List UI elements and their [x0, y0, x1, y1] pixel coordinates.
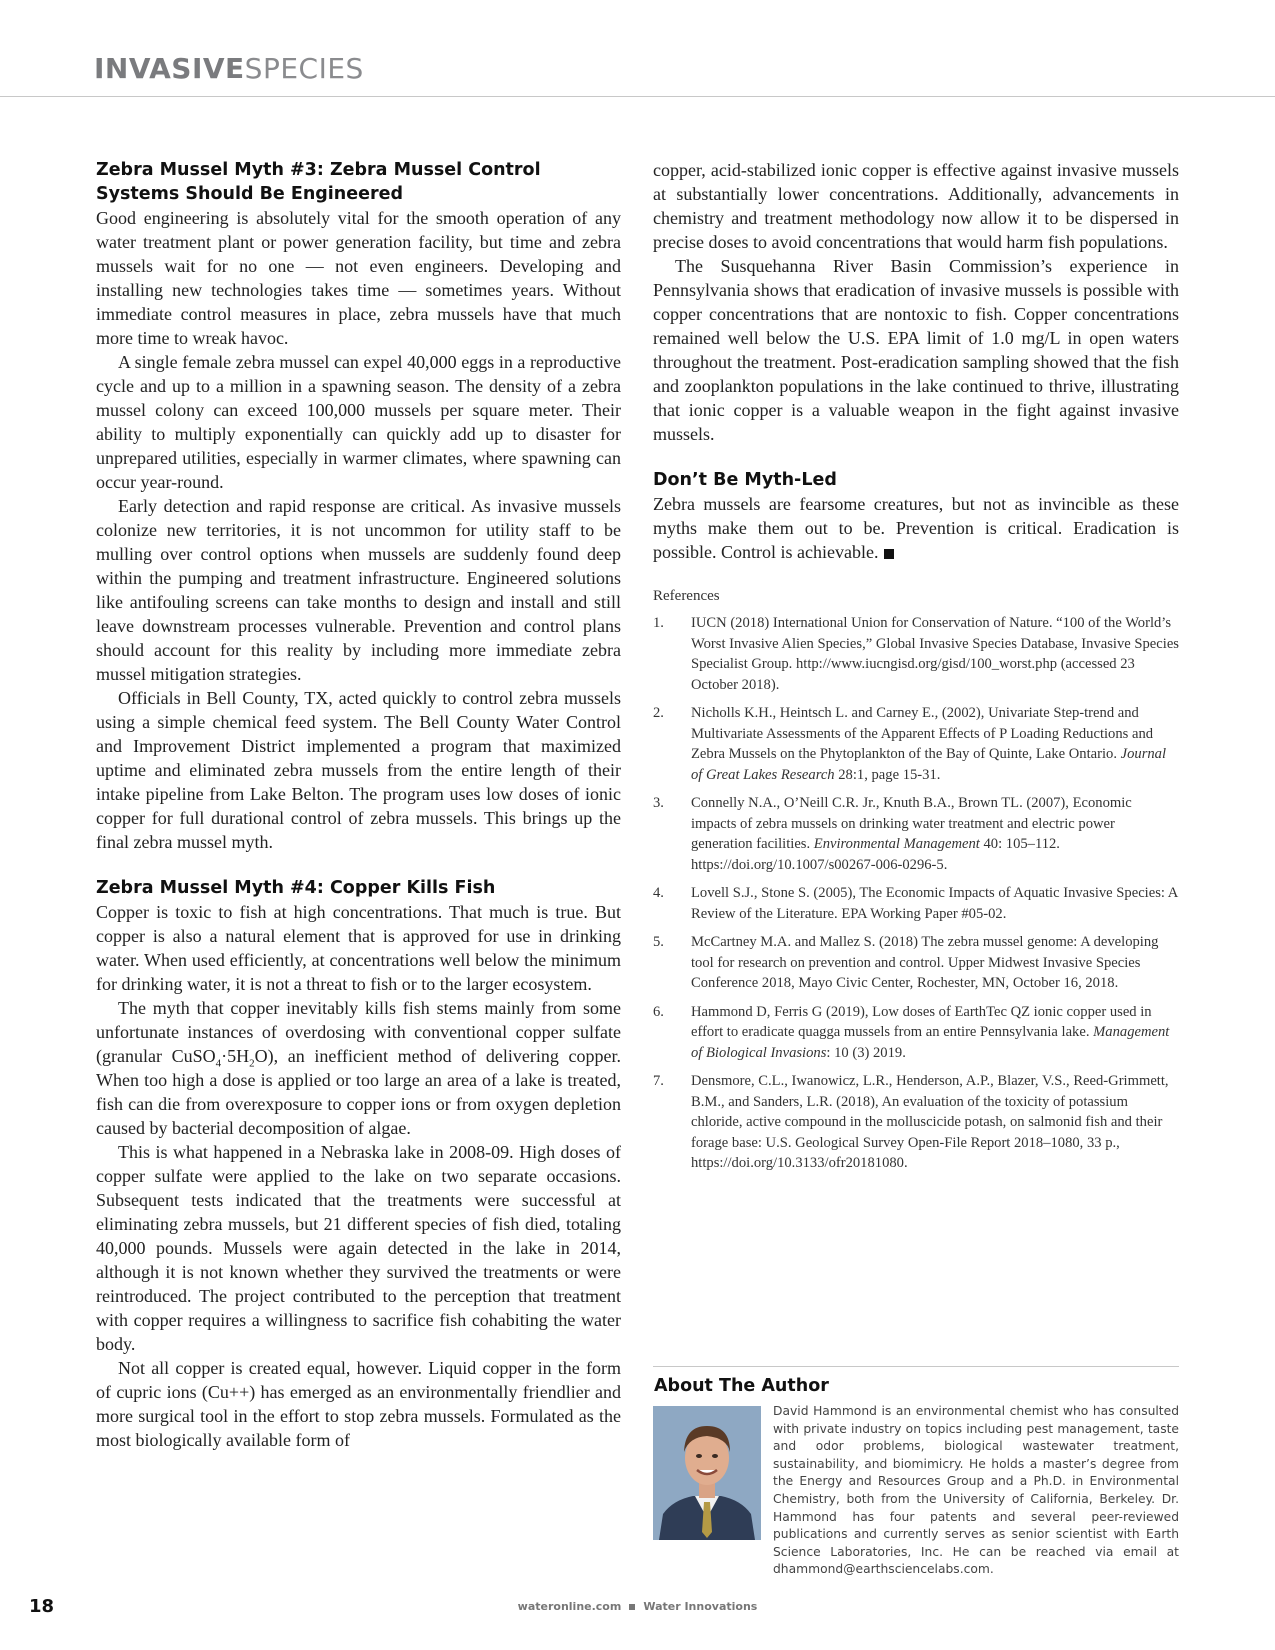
footer-publication-name: Water Innovations: [643, 1600, 758, 1613]
myth4-heading: Zebra Mussel Myth #4: Copper Kills Fish: [96, 878, 496, 898]
continued-paragraph-2: The Susquehanna River Basin Commission’s experience in Pennsylvania shows that eradication of invasive mussels is possible with copper concentrations that are nontoxic to fish. Copper concentrations remained well below the U.S. EPA limit of 1.0 mg/L in open waters throughout the treatment. Post-eradication sampling showed that the fish and zooplankton populations in the lake continued to thrive, illustrating that ionic copper is a valuable weapon in the fight against invasive mussels.: [653, 256, 1179, 444]
references-list: [653, 613, 1179, 1174]
myth4-paragraph-4: Not all copper is created equal, however. Liquid copper in the form of cupric ions (Cu++) has emerged as an environmentally friendlier and more surgical tool in the effort to stop zebra mussels. Formulated as the most biologically available form of: [96, 1358, 621, 1450]
page-header: [0, 0, 1275, 97]
myth3-paragraph-4: Officials in Bell County, TX, acted quickly to control zebra mussels using a simple chemical feed system. The Bell County Water Control and Improvement District implemented a program that maximized uptime and eliminated zebra mussels from the entire length of their intake pipeline from Lake Belton. The program uses low doses of ionic copper for full durational control of zebra mussels. This brings up the final zebra mussel myth.: [96, 688, 621, 852]
myth4-paragraph-2: The myth that copper inevitably kills fish stems mainly from some unfortunate instances of overdosing with conventional copper sulfate (granular $CuSO_4\cdot 5H_2O$), an inefficient method of delivering copper. When too high a dose is applied or too large an area of a lake is treated, fish can die from overexposure to copper ions or from oxygen depletion caused by bacterial decomposition of algae.: [96, 998, 621, 1138]
reference-item: 6. Hammond D, Ferris G (2019), Low doses of EarthTec QZ ionic copper used in effort to eradicate quagga mussels from an entire Pennsylvania lake. Management of Biological Invasions: 10 (3) 2019.: [653, 1003, 1170, 1061]
square-bullet-icon: [629, 1604, 635, 1610]
continued-paragraph-1: copper, acid-stabilized ionic copper is effective against invasive mussels at substantially lower concentrations. Additionally, advancements in chemistry and treatment methodology now allow it to be dispersed in precise doses to avoid concentrations that would harm fish populations.: [653, 160, 1179, 252]
reference-item: 3. Connelly N.A., O’Neill C.R. Jr., Knuth B.A., Brown TL. (2007), Economic impacts of zebra mussels on drinking water treatment and electric power generation facilities. Environmental Management 40: 105–112. https://doi.org/10.1007/s00267-006-0296-5.: [653, 795, 1132, 873]
end-mark-icon: [884, 549, 894, 559]
section-brand: [94, 52, 364, 85]
author-photo: [653, 1406, 761, 1540]
reference-item: 7. Densmore, C.L., Iwanowicz, L.R., Henderson, A.P., Blazer, V.S., Reed-Grimmett, B.M., and Sanders, L.R. (2018), An evaluation of the toxicity of potassium chloride, active compound in the molluscicide potash, on salmonid fish and their forage base: U.S. Geological Survey Open-File Report 2018–1080, 33 p., https://doi.org/10.3133/ofr20181080.: [653, 1073, 1169, 1171]
reference-item: 2. Nicholls K.H., Heintsch L. and Carney E., (2002), Univariate Step-trend and Multivariate Assessments of the Apparent Effects of P Loading Reductions and Zebra Mussels on the Phytoplankton of the Bay of Quinte, Lake Ontario. Journal of Great Lakes Research 28:1, page 15-31.: [653, 705, 1167, 783]
conclusion-heading: Don’t Be Myth-Led: [653, 470, 837, 490]
myth3-heading: Zebra Mussel Myth #3: Zebra Mussel Control Systems Should Be Engineered: [96, 160, 541, 204]
myth4-paragraph-1: Copper is toxic to fish at high concentrations. That much is true. But copper is also a natural element that is approved for use in drinking water. When used efficiently, at concentrations well below the minimum for drinking water, it is not a threat to fish or to the larger ecosystem.: [96, 902, 621, 994]
left-column: [96, 158, 621, 1452]
references-title: References: [653, 588, 720, 604]
footer-site: wateronline.com: [517, 1600, 622, 1613]
reference-item: 1. IUCN (2018) International Union for Conservation of Nature. “100 of the World’s Worst Invasive Alien Species,” Global Invasive Species Database, Invasive Species Specialist Group. http://www.iucngisd.org/gisd/100_worst.php (accessed 23 October 2018).: [653, 615, 1179, 693]
brand-light: SPECIES: [244, 52, 364, 85]
reference-item: 5. McCartney M.A. and Mallez S. (2018) The zebra mussel genome: A developing tool for research on prevention and control. Upper Midwest Invasive Species Conference 2018, Mayo Civic Center, Rochester, MN, October 16, 2018.: [653, 934, 1159, 991]
page-number: 18: [29, 1596, 55, 1617]
myth3-paragraph-1: Good engineering is absolutely vital for the smooth operation of any water treatment plant or power generation facility, but time and zebra mussels wait for no one — not even engineers. Developing and installing new technologies takes time — sometimes years. Without immediate control measures in place, zebra mussels have that much more time to wreak havoc.: [96, 208, 621, 348]
brand-bold: INVASIVE: [94, 52, 245, 85]
right-column: [653, 158, 1179, 1182]
about-divider: [653, 1366, 1179, 1367]
myth4-paragraph-3: This is what happened in a Nebraska lake in 2008-09. High doses of copper sulfate were applied to the lake on two separate occasions. Subsequent tests indicated that the treatments were successful at eliminating zebra mussels, but 21 different species of fish died, totaling 40,000 pounds. Mussels were again detected in the lake in 2014, although it is not known whether they survived the treatments or were reintroduced. The project contributed to the perception that treatment with copper requires a willingness to sacrifice fish cohabiting the water body.: [96, 1142, 621, 1354]
myth3-paragraph-2: A single female zebra mussel can expel 40,000 eggs in a reproductive cycle and up to a million in a spawning season. The density of a zebra mussel colony can exceed 100,000 mussels per square meter. Their ability to multiply exponentially can quickly add up to disaster for unprepared utilities, especially in warmer climates, where spawning can occur year-round.: [96, 352, 621, 492]
author-portrait-icon: [653, 1406, 761, 1540]
conclusion-paragraph: Zebra mussels are fearsome creatures, but not as invincible as these myths make them out to be. Prevention is critical. Eradication is possible. Control is achievable.: [653, 494, 1179, 562]
footer-publication: [0, 1600, 1275, 1613]
myth3-paragraph-3: Early detection and rapid response are critical. As invasive mussels colonize new territories, it is not uncommon for utility staff to be mulling over control options when mussels are suddenly found deep within the pumping and treatment infrastructure. Engineered solutions like antifouling screens can take months to design and install and still leave downstream processes vulnerable. Prevention and control plans should account for this reality by including more immediate zebra mussel mitigation strategies.: [96, 496, 621, 684]
reference-item: 4. Lovell S.J., Stone S. (2005), The Economic Impacts of Aquatic Invasive Species: A Review of the Literature. EPA Working Paper #05-02.: [653, 885, 1178, 922]
about-author-title: About The Author: [654, 1376, 829, 1396]
author-bio: David Hammond is an environmental chemist who has consulted with private industry on topics including pest management, taste and odor problems, biological wastewater treatment, sustainability, and biomimicry. He holds a master’s degree from the Energy and Resources Group and a Ph.D. in Environmental Chemistry, both from the University of California, Berkeley. Dr. Hammond has four patents and several peer-reviewed publications and currently serves as senior scientist with Earth Science Laboratories, Inc. He can be reached via email at dhammond@earthsciencelabs.com.: [773, 1404, 1179, 1577]
